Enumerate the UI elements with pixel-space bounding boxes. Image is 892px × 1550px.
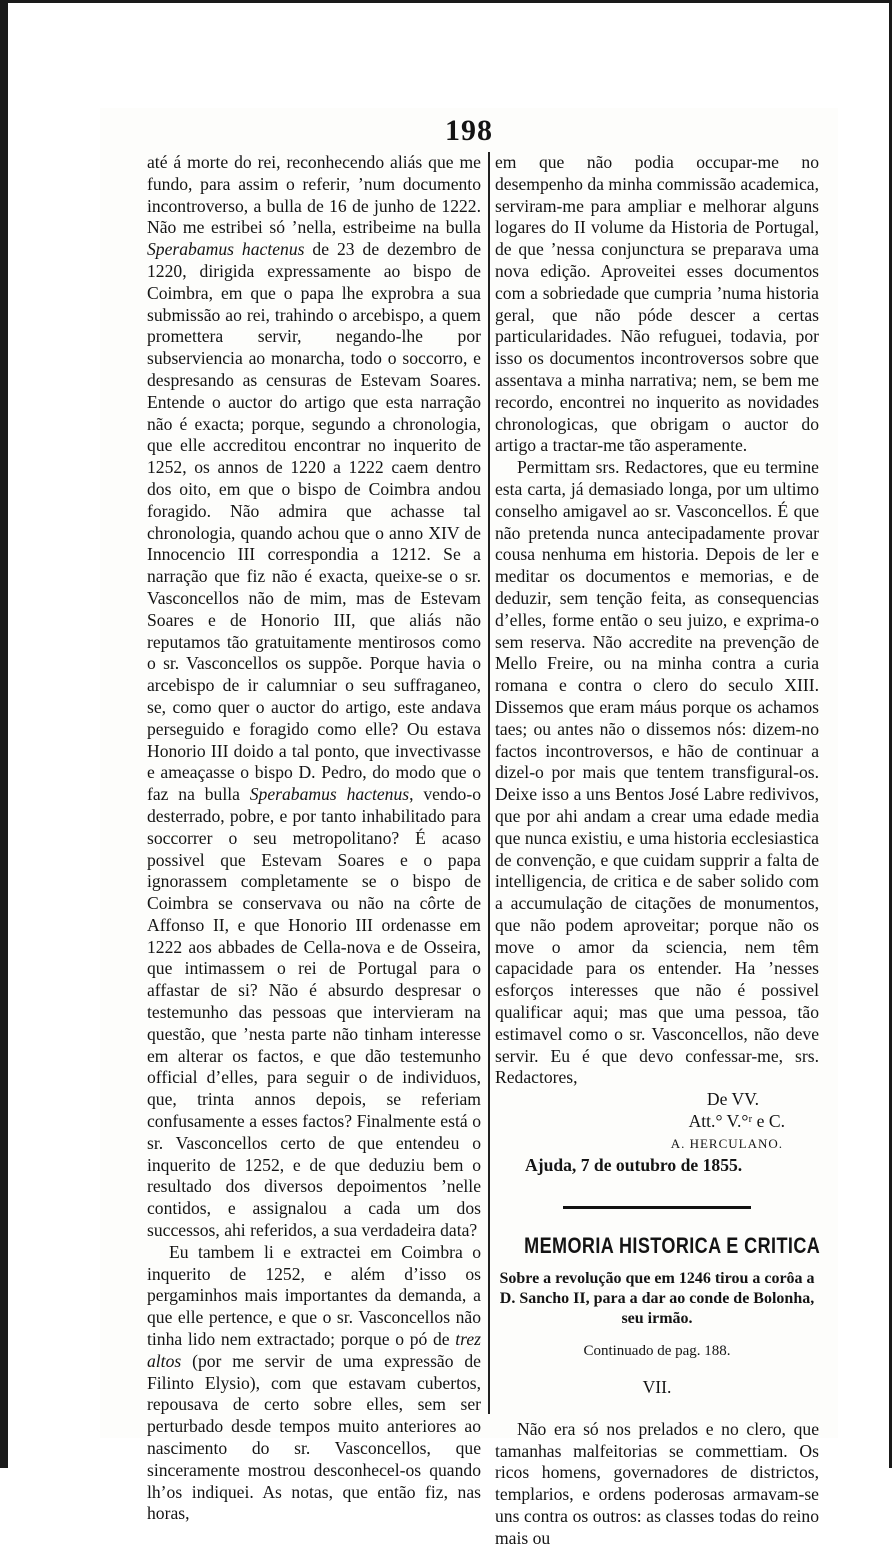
scan-border-left <box>0 0 8 1468</box>
author-signature: A. HERCULANO. <box>670 1135 783 1151</box>
left-paragraph-2 <box>147 1242 481 1525</box>
right-paragraph-1: em que não podia occupar-me no desempenho da minha commissão academica, serviram-me para ampliar e melhorar alguns logares do II volume da Historia de Portugal, de que ’nessa conjunctura se preparava uma nova edição. Aproveitei esses documentos com a sobriedade que cumpria ’numa historia geral, que não póde descer a certas particularidades. Não refuguei, todavia, por isso os documentos incontroversos sobre que assentava a minha narrativa; nem, se bem me recordo, encontrei no inquerito as novidades chronologicas, que obrigam o auctor do artigo a tractar-me tão asperamente. <box>495 152 819 456</box>
scan-border-top <box>0 0 892 3</box>
section-divider <box>563 1206 751 1209</box>
closing-attestation: Att.° V.°ʳ e C. <box>688 1111 785 1132</box>
page-number: 198 <box>445 114 493 147</box>
text-run: até á morte do rei, reconhecendo aliás que me fundo, para assim o referir, ’num documento incontroverso, a bulla de 16 de junho de 1222. Não me estribei só ’nella, estribeime na bulla <box>147 152 481 238</box>
left-paragraph-1 <box>147 152 481 1242</box>
letter-date: Ajuda, 7 de outubro de 1855. <box>525 1154 743 1175</box>
left-column <box>147 152 481 1525</box>
section-title: MEMORIA HISTORICA E CRITICA <box>524 1233 821 1259</box>
document-page <box>100 108 838 1548</box>
italic-title: Sperabamus hactenus <box>249 784 410 805</box>
text-run: de 23 de dezembro de 1220, dirigida expressamente ao bispo de Coimbra, em que o papa lhe exprobra a sua submissão ao rei, trahindo o arcebispo, a quem promettera servir, negando-lhe por subserviencia ao monarcha, todo o soccorro, e despresando as censuras de Estevam Soares. Entende o auctor do artigo que esta narração não é exacta; porque, segundo a chronologia, que elle accreditou encontrar no inquerito de 1252, os annos de 1220 a 1222 caem dentro dos oito, em que o bispo de Coimbra andou foragido. Não admira que achasse tal chronologia, quando achou que o anno XIV de Innocencio III correspondia a 1212. Se a narração que fiz não é exacta, queixe-se o sr. Vasconcellos não de mim, mas de Estevam Soares e de Honorio III, que aliás não reputamos tão gratuitamente mentirosos como o sr. Vasconcellos os suppõe. Porque havia o arcebispo de ir calumniar o seu suffraganeo, se, como quer o auctor do artigo, este andava perseguido e foragido como elle? Ou estava Honorio III doido a tal ponto, que invectivasse e ameaçasse o bispo D. Pedro, do modo que o faz na bulla <box>147 239 481 805</box>
text-run: (por me servir de uma expressão de Filinto Elysio), com que estavam cubertos, repousava de certo sobre elles, sem ser perturbado desde tempos muito anteriores ao nascimento do sr. Vasconcellos, que sinceramente mostrou desconhecel-os quando lh’os indiquei. As notas, que então fiz, nas horas, <box>147 1350 481 1524</box>
right-paragraph-2: Permittam srs. Redactores, que eu termine esta carta, já demasiado longa, por um ultimo conselho amigavel ao sr. Vasconcellos. É que não pretenda nunca antecipadamente provar cousa nenhuma em historia. Depois de ler e meditar os documentos e memorias, e de deduzir, sem tenção feita, as consequencias d’elles, forme então o seu juizo, e exprima-o sem reserva. Não accredite na prevenção de Mello Freire, ou na minha contra a curia romana e contra o clero do seculo XIII. Dissemos que eram máus porque os achamos taes; ou antes não o dissemos nós: dizem-no factos incontroversos, e hão de continuar a dizel-o por mais que tentem transfigural-os. Deixe isso a uns Bentos José Labre redivivos, que por ahi andam a crear uma edade media que nunca existiu, e uma historia ecclesiastica de convenção, e que cuidam supprir a falta de intelligencia, de critica e de saber solido com a accumulação de citações de monumentos, que não podem aproveitar; porque não os move o amor da sciencia, nem têm capacidade para os entender. Ha ’nesses esforços interesses que não é possivel qualificar aqui; mas que uma pessoa, tão estimavel como o sr. Vasconcellos, não deve servir. Eu é que devo confessar-me, srs. Redactores, <box>495 457 819 1088</box>
italic-phrase: trez altos <box>147 1329 481 1371</box>
continuation-note: Continuado de pag. 188. <box>583 1343 731 1360</box>
text-run: , vendo-o desterrado, pobre, e por tanto inhabilitado para soccorrer o seu metropolitano? É acaso possivel que Estevam Soares e o papa ignorassem completamente se o bispo de Coimbra se conservava ou não na côrte de Affonso II, e que Honorio III ordenasse em 1222 aos abbades de Cella-nova e de Osseira, que intimassem o rei de Portugal para o affastar de si? Não é absurdo despresar o testemunho das pessoas que intervieram na questão, que ’nesta parte não tinham interesse em alterar os factos, e que dão testemunho official d’elles, para seguir o de individuos, que, trinta annos depois, se referiam confusamente a esses factos? Finalmente está o sr. Vasconcellos certo de que entendeu o inquerito de 1252, e de que deduziu bem o resultado dos diversos depoimentos ’nelle contidos, e assignalou a cada um dos successos, ahi referidos, a sua verdadeira data? <box>147 784 481 1241</box>
right-column <box>495 152 819 1550</box>
chapter-number: VII. <box>642 1377 672 1398</box>
section-subtitle: Sobre a revolução que em 1246 tirou a corôa a D. Sancho II, para a dar ao conde de Bolonha, seu irmão. <box>499 1270 815 1328</box>
italic-title: Sperabamus hactenus <box>147 239 305 260</box>
closing-salutation: De VV. <box>706 1089 759 1110</box>
column-divider <box>488 152 490 1414</box>
section-paragraph: Não era só nos prelados e no clero, que tamanhas malfeitorias se commettiam. Os ricos homens, governadores de districtos, templarios, e ordens poderosas armavam-se uns contra os outros: as classes todas do reino mais ou <box>495 1418 819 1548</box>
text-run: Eu tambem li e extractei em Coimbra o inquerito de 1252, e além d’isso os pergaminhos mais importantes da demanda, a que elle pertence, e que o sr. Vasconcellos não tinha lido nem extractado; porque o pó de <box>147 1241 481 1350</box>
